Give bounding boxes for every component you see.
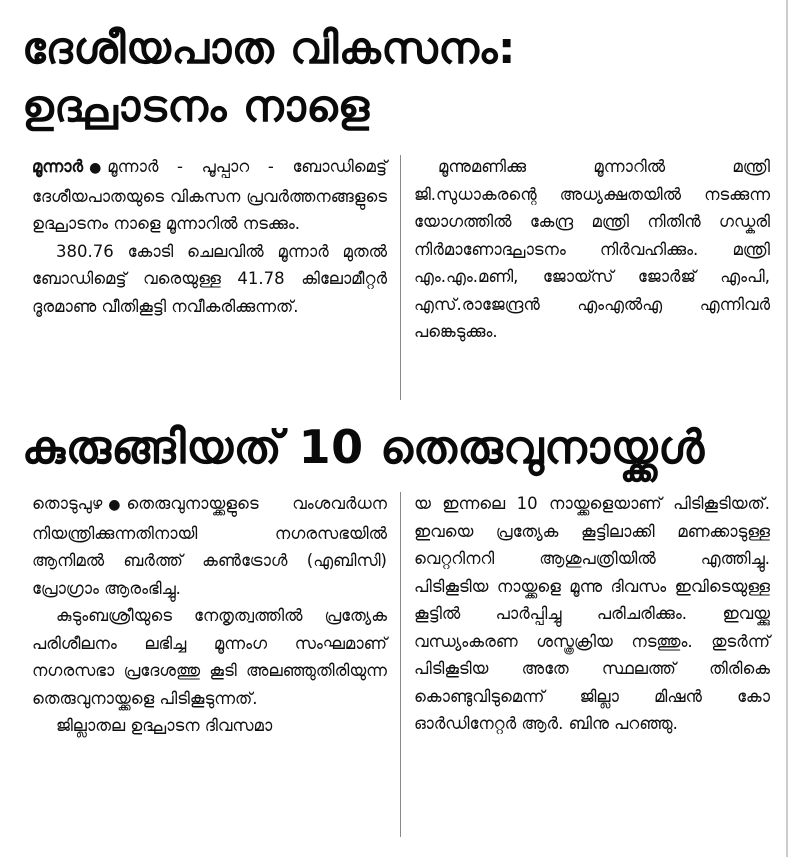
article1-paragraph (32, 153, 387, 238)
article1-paragraph: മൂന്നുമണിക്കു മൂന്നാറിൽ മന്ത്രി ജി.സുധാകരന്റെ അധ്യക്ഷതയിൽ നടക്കുന്ന യോഗത്തിൽ കേന്ദ്ര മന്ത്രി നിതിൻ ഗഡ്കരി നിർമാണോദ്ഘാടനം നിർവഹിക്കും. മന്ത്രി എം.എം.മണി, ജോയ്സ് ജോർജ് എംപി, എസ്.രാജേന്ദ്രൻ എംഎൽഎ എന്നിവർ പങ്കെടുക്കും. (414, 157, 770, 341)
article1-headline-line2: ഉദ്ഘാടനം നാളെ (22, 81, 370, 132)
column-divider (400, 492, 401, 837)
article1-column-2 (414, 153, 770, 346)
article1-column-1 (32, 153, 387, 320)
page-edge (786, 0, 788, 857)
article2-dateline: തൊടുപുഴ (32, 494, 103, 513)
article2-paragraph: കുടുംബശ്രീയുടെ നേതൃത്വത്തിൽ പ്രത്യേക പരിശീലനം ലഭിച്ച മൂന്നംഗ സംഘമാണ് നഗരസഭാ പ്രദേശത്തു കൂടി അലഞ്ഞുതിരിയുന്ന തെരുവുനായ്ക്കളെ പിടികൂടുന്നത്. (32, 606, 387, 708)
article1-dateline: മൂന്നാർ (32, 157, 84, 176)
article2-headline: കുരുങ്ങിയത് 10 തെരുവുനായ്ക്കൾ (22, 420, 705, 474)
column-divider (400, 155, 401, 400)
article2-paragraph: യ ഇന്നലെ 10 നായ്ക്കളെയാണ് പിടികൂടിയത്. ഇവയെ പ്രത്യേക കൂട്ടിലാക്കി മണക്കാടുള്ള വെറ്ററിനറി ആശുപത്രിയിൽ എത്തിച്ചു. പിടികൂടിയ നായ്ക്കളെ മൂന്നു ദിവസം ഇവിടെയുള്ള കൂട്ടിൽ പാർപ്പിച്ചു പരിചരിക്കും. ഇവയ്ക്കു വന്ധ്യംകരണ ശസ്ത്രക്രിയ നടത്തും. തുടർന്ന് പിടികൂടിയ അതേ സ്ഥലത്ത് തിരികെ കൊണ്ടുവിടുമെന്ന് ജില്ലാ മിഷൻ കോ ഓർഡിനേറ്റർ ആർ. ബിനു പറഞ്ഞു. (414, 494, 770, 733)
article2-column-2 (414, 490, 770, 738)
bullet-icon: ● (89, 160, 102, 176)
article2-column-1 (32, 490, 387, 740)
article1-paragraph: 380.76 കോടി ചെലവിൽ മൂന്നാർ മുതൽ ബോഡിമെട്ട് വരെയുള്ള 41.78 കിലോമീറ്റർ ദൂരമാണു വീതികൂട്ടി നവീകരിക്കുന്നത്. (32, 241, 387, 316)
article2-col1-text: തെരുവുനായ്ക്കളുടെ വംശവർധന നിയന്ത്രിക്കുന്നതിനായി നഗരസഭയിൽ ആനിമൽ ബർത്ത് കൺട്രോൾ (എബിസി) പ്രോഗ്രാം ആരംഭിച്ചു. (32, 494, 387, 598)
article2-paragraph: ജില്ലാതല ഉദ്ഘാടന ദിവസമാ (56, 716, 273, 735)
article2-paragraph (32, 490, 387, 602)
article1-col1-text: മൂന്നാർ - പൂപ്പാറ - ബോഡിമെട്ട് ദേശീയപാതയുടെ വികസന പ്രവർത്തനങ്ങളുടെ ഉദ്ഘാടനം നാളെ മൂന്നാറിൽ നടക്കും. (32, 157, 387, 233)
article1-headline-line1: ദേശീയപാത വികസനം: (22, 23, 516, 74)
bullet-icon: ● (108, 497, 121, 513)
